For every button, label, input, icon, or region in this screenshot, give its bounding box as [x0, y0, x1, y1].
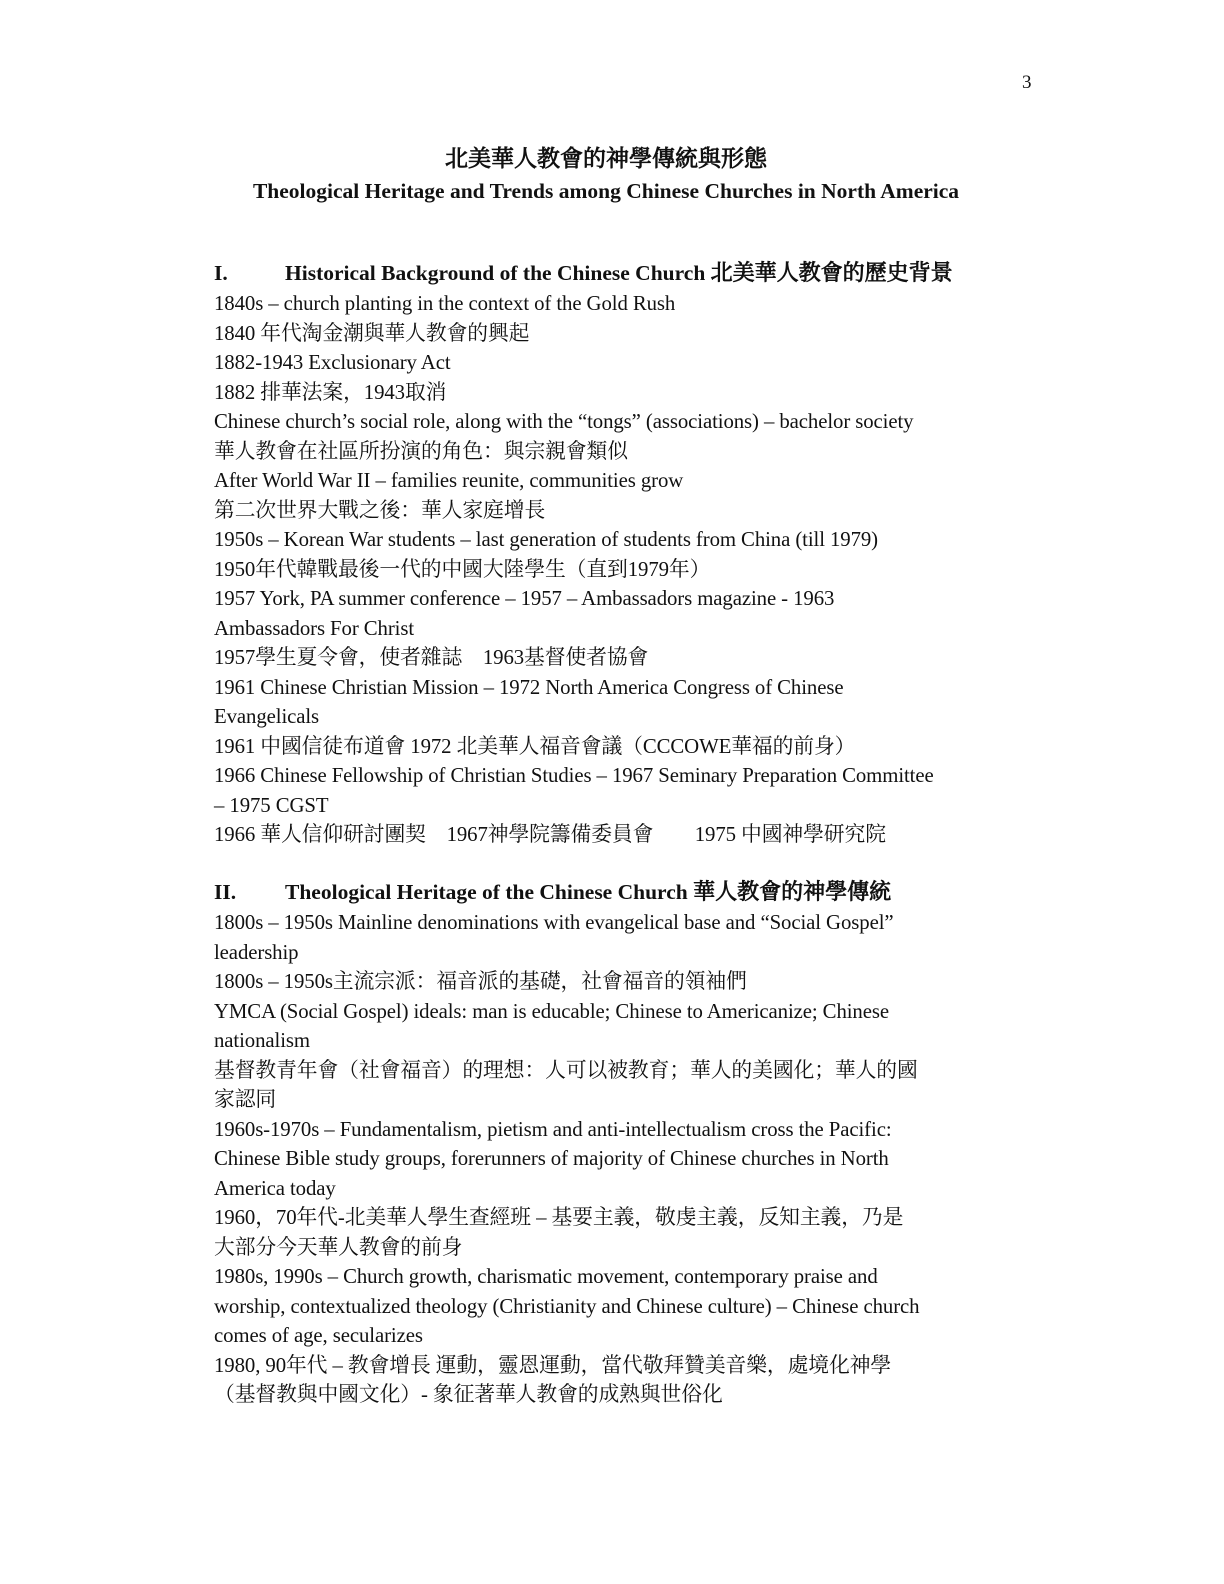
text-line: 1957學生夏令會，使者雜誌 1963基督使者協會: [214, 646, 649, 669]
section-lines: [214, 908, 1044, 1410]
text-line: leadership: [214, 940, 299, 964]
section-heading-chinese: 北美華人教會的歷史背景: [710, 260, 953, 285]
text-line: 1961 Chinese Christian Mission – 1972 North America Congress of Chinese: [214, 675, 844, 699]
section-theological-heritage: [214, 876, 1044, 1410]
text-line: 1957 York, PA summer conference – 1957 – Ambassadors magazine - 1963: [214, 587, 835, 610]
section-number: II.: [214, 880, 237, 904]
text-line: 1966 華人信仰研討團契 1967神學院籌備委員會 1975 中國神學研究院: [214, 823, 886, 846]
text-line: 1961 中國信徒布道會 1972 北美華人福音會議（CCCOWE華福的前身）: [214, 734, 856, 758]
title-chinese: 北美華人教會的神學傳統與形態: [445, 146, 767, 171]
section-heading: [214, 257, 1044, 289]
section-heading-english: Historical Background of the Chinese Church: [285, 261, 706, 285]
section-lines: [214, 289, 1044, 850]
text-line: （基督教與中國文化）- 象征著華人教會的成熟與世俗化: [214, 1383, 723, 1406]
text-line: 1960，70年代-北美華人學生查經班 – 基要主義，敬虔主義，反知主義，乃是: [214, 1206, 904, 1229]
text-line: worship, contextualized theology (Christianity and Chinese culture) – Chinese church: [214, 1294, 920, 1318]
section-historical-background: [214, 257, 1044, 850]
text-line: 1882 排華法案，1943取消: [214, 380, 447, 404]
text-line: After World War II – families reunite, communities grow: [214, 469, 684, 492]
text-line: 1980s, 1990s – Church growth, charismatic movement, contemporary praise and: [214, 1265, 878, 1288]
section-heading-english: Theological Heritage of the Chinese Church: [285, 880, 688, 904]
section-heading-chinese: 華人教會的神學傳統: [693, 879, 892, 904]
text-line: 1840s – church planting in the context of the Gold Rush: [214, 292, 676, 315]
text-line: – 1975 CGST: [214, 793, 329, 817]
text-line: 基督教青年會（社會福音）的理想：人可以被教育；華人的美國化；華人的國: [214, 1058, 918, 1082]
text-line: 1960s-1970s – Fundamentalism, pietism and anti-intellectualism cross the Pacific:: [214, 1117, 892, 1141]
text-line: 第二次世界大戰之後：華人家庭增長: [214, 498, 546, 522]
text-line: Chinese church’s social role, along with the “tongs” (associations) – bachelor society: [214, 410, 914, 433]
section-heading: [214, 876, 1044, 908]
text-line: 1950年代韓戰最後一代的中國大陸學生（直到1979年）: [214, 557, 711, 581]
text-line: nationalism: [214, 1029, 310, 1052]
section-number: I.: [214, 261, 228, 285]
text-line: America today: [214, 1176, 336, 1200]
text-line: YMCA (Social Gospel) ideals: man is educable; Chinese to Americanize; Chinese: [214, 999, 889, 1023]
text-line: 1800s – 1950s Mainline denominations with evangelical base and “Social Gospel”: [214, 911, 894, 934]
text-line: 1966 Chinese Fellowship of Christian Studies – 1967 Seminary Preparation Committee: [214, 764, 934, 787]
text-line: comes of age, secularizes: [214, 1324, 423, 1347]
text-line: 1882-1943 Exclusionary Act: [214, 351, 451, 374]
text-line: Chinese Bible study groups, forerunners of majority of Chinese churches in North: [214, 1147, 889, 1170]
text-line: 華人教會在社區所扮演的角色：與宗親會類似: [214, 439, 628, 463]
text-line: 1950s – Korean War students – last generation of students from China (till 1979): [214, 528, 878, 551]
text-line: 1840 年代淘金潮與華人教會的興起: [214, 321, 530, 345]
title-english: Theological Heritage and Trends among Chinese Churches in North America: [252, 179, 960, 203]
text-line: 家認同: [214, 1088, 277, 1111]
text-line: 1800s – 1950s主流宗派：福音派的基礎，社會福音的領袖們: [214, 970, 747, 993]
document-title: [0, 142, 1224, 206]
text-line: Evangelicals: [214, 705, 320, 728]
text-line: Ambassadors For Christ: [214, 616, 414, 640]
page-number: 3: [1022, 72, 1032, 93]
text-line: 1980, 90年代 – 教會增長 運動，靈恩運動，當代敬拜贊美音樂，處境化神學: [214, 1353, 892, 1377]
text-line: 大部分今天華人教會的前身: [214, 1235, 463, 1259]
